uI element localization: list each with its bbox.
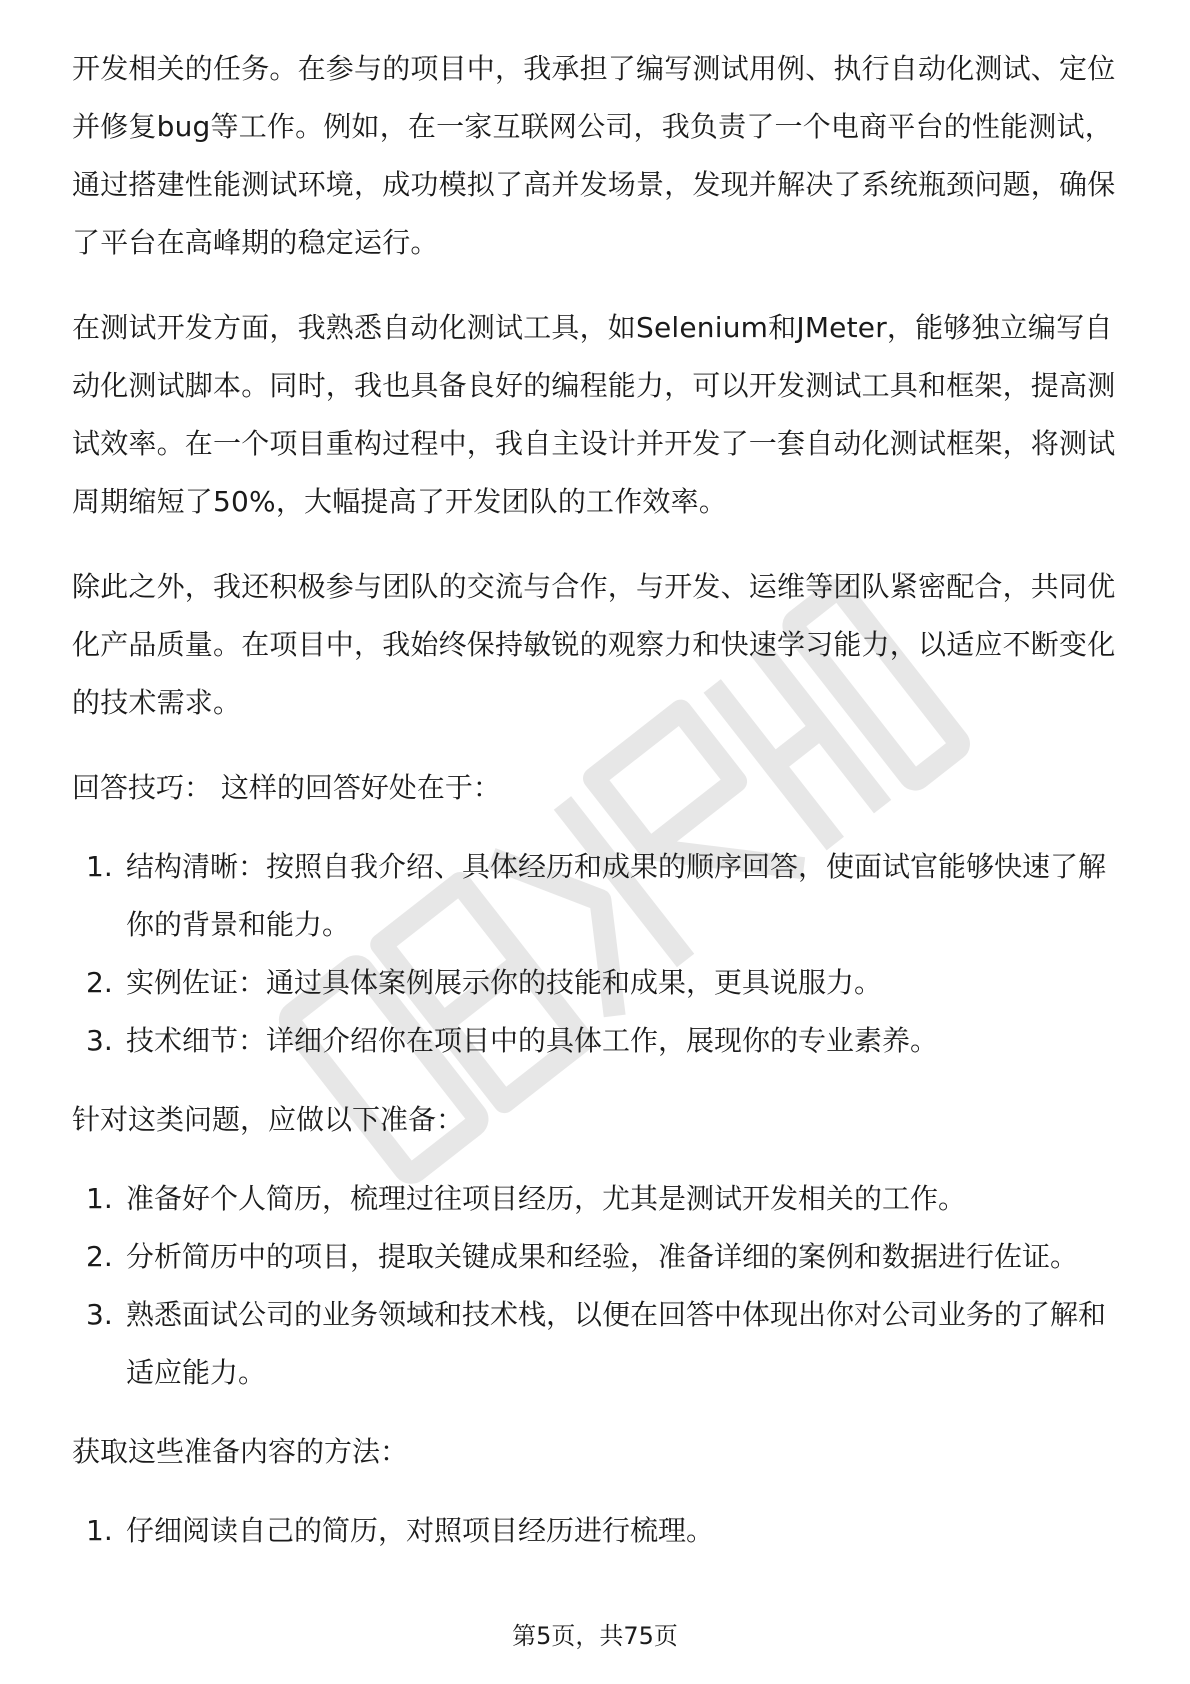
list-item: [72, 954, 1122, 1012]
list-item-text: 仔细阅读自己的简历，对照项目经历进行梳理。: [126, 1514, 715, 1547]
list-number: 3.: [86, 1024, 113, 1057]
page-footer: 第5页，共75页: [512, 1622, 678, 1650]
list-item: [72, 1012, 1122, 1070]
document-body: [72, 40, 1122, 1581]
prep-list: [72, 1170, 1122, 1402]
list-item: [72, 1286, 1122, 1402]
list-item: [72, 1170, 1122, 1228]
list-number: 1.: [86, 1182, 113, 1215]
list-number: 3.: [86, 1298, 113, 1331]
list-number: 2.: [86, 1240, 113, 1273]
method-heading: 获取这些准备内容的方法：: [72, 1435, 409, 1468]
list-item: [72, 838, 1122, 954]
paragraph: 在测试开发方面，我熟悉自动化测试工具，如Selenium和JMeter，能够独立编写自动化测试脚本。同时，我也具备良好的编程能力，可以开发测试工具和框架，提高测试效率。在一个项目重构过程中，我自主设计并开发了一套自动化测试框架，将测试周期缩短了50%，大幅提高了开发团队的工作效率。: [72, 311, 1116, 518]
paragraph: 除此之外，我还积极参与团队的交流与合作，与开发、运维等团队紧密配合，共同优化产品质量。在项目中，我始终保持敏锐的观察力和快速学习能力，以适应不断变化的技术需求。: [72, 570, 1116, 719]
tips-heading: 回答技巧： 这样的回答好处在于：: [72, 771, 501, 804]
list-item-text: 准备好个人简历，梳理过往项目经历，尤其是测试开发相关的工作。: [126, 1182, 967, 1215]
list-item-text: 实例佐证：通过具体案例展示你的技能和成果，更具说服力。: [126, 966, 883, 999]
list-item-text: 技术细节：详细介绍你在项目中的具体工作，展现你的专业素养。: [126, 1024, 939, 1057]
list-number: 1.: [86, 1514, 113, 1547]
list-number: 1.: [86, 850, 113, 883]
list-item: [72, 1502, 1122, 1560]
paragraph: 开发相关的任务。在参与的项目中，我承担了编写测试用例、执行自动化测试、定位并修复bug等工作。例如，在一家互联网公司，我负责了一个电商平台的性能测试，通过搭建性能测试环境，成功模拟了高并发场景，发现并解决了系统瓶颈问题，确保了平台在高峰期的稳定运行。: [72, 52, 1116, 259]
list-item: [72, 1228, 1122, 1286]
list-item-text: 分析简历中的项目，提取关键成果和经验，准备详细的案例和数据进行佐证。: [126, 1240, 1079, 1273]
list-item-text: 熟悉面试公司的业务领域和技术栈，以便在回答中体现出你对公司业务的了解和适应能力。: [126, 1298, 1107, 1389]
method-list: [72, 1502, 1122, 1560]
list-number: 2.: [86, 966, 113, 999]
prep-heading: 针对这类问题，应做以下准备：: [72, 1103, 465, 1136]
list-item-text: 结构清晰：按照自我介绍、具体经历和成果的顺序回答，使面试官能够快速了解你的背景和能力。: [126, 850, 1107, 941]
tips-list: [72, 838, 1122, 1070]
